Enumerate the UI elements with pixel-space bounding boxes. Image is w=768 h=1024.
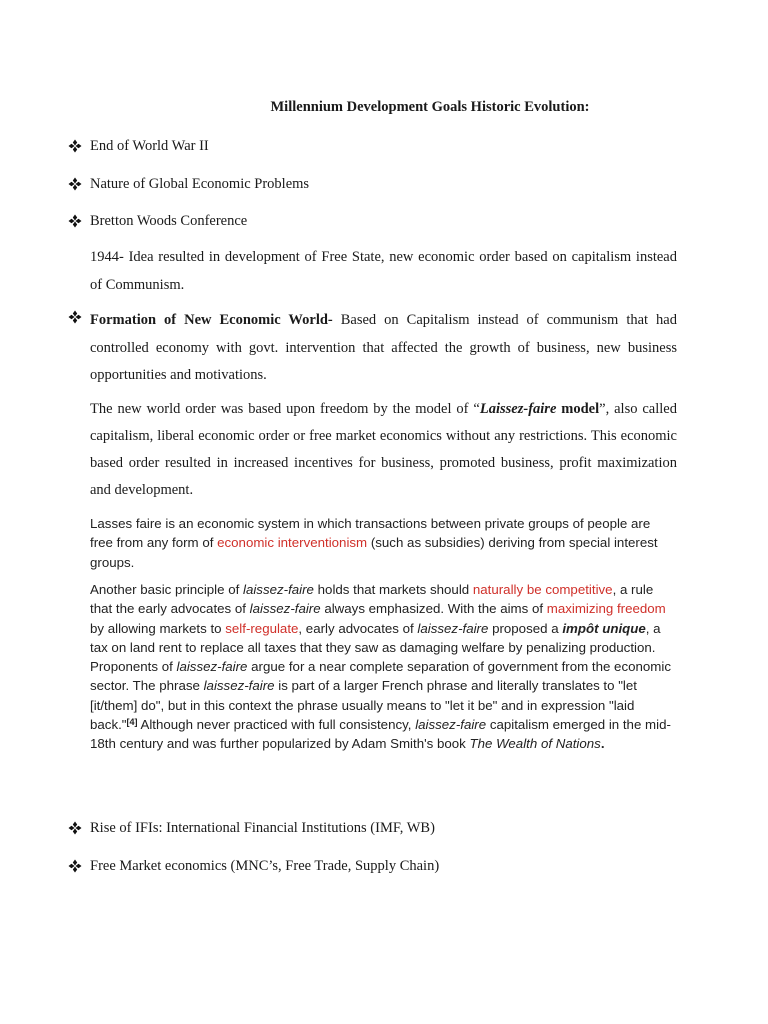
four-diamond-bullet-icon	[68, 136, 90, 159]
paragraph-1944: 1944- Idea resulted in development of Free State, new economic order based on capitalism instead of Communism.	[90, 249, 677, 293]
footnote-ref[interactable]: [4]	[126, 717, 138, 728]
paragraph-formation: Formation of New Economic World- Based on Capitalism instead of communism that had controlled economy with govt. intervention that affected the growth of business, new business opportunities and motivations.	[90, 312, 677, 383]
formation-label: Formation of New Economic World-	[90, 312, 333, 328]
link-naturally-competitive[interactable]: naturally be competitive	[472, 582, 613, 597]
four-diamond-bullet-icon	[68, 307, 90, 330]
paragraph-lasses-faire: Lasses faire is an economic system in which transactions between private groups of people are free from any form of economic interventionism (such as subsidies) deriving from special interest groups.	[90, 516, 658, 570]
bullet-item	[68, 136, 209, 159]
link-maximizing-freedom[interactable]: maximizing freedom	[546, 601, 666, 617]
four-diamond-bullet-icon	[68, 818, 90, 841]
four-diamond-bullet-icon	[68, 174, 90, 197]
bullet-text: Free Market economics (MNC’s, Free Trade, Supply Chain)	[90, 858, 440, 874]
bullet-text: Bretton Woods Conference	[90, 213, 248, 229]
bullet-item	[68, 818, 435, 841]
four-diamond-bullet-icon	[68, 211, 90, 234]
link-economic-interventionism[interactable]: economic interventionism	[217, 535, 368, 551]
four-diamond-bullet-icon	[68, 856, 90, 879]
book-title: The Wealth of Nations	[469, 736, 601, 752]
paragraph-new-order: The new world order was based upon freedom by the model of “Laissez-faire model”, also called capitalism, liberal economic order or free market economics without any restrictions. This economic based order resulted in increased incentives for business, promoted business, profit maximization and development.	[90, 401, 677, 498]
bullet-item	[68, 174, 309, 197]
document-title: Millennium Development Goals Historic Evolution:	[270, 99, 590, 115]
link-self-regulate[interactable]: self-regulate	[225, 620, 299, 636]
bullet-item	[68, 856, 439, 879]
bullet-text: Nature of Global Economic Problems	[90, 176, 310, 192]
bullet-text: End of World War II	[90, 138, 209, 154]
paragraph-principle: Another basic principle of laissez-faire holds that markets should naturally be competitive, a rule that the early advocates of laissez-faire always emphasized. With the aims of maximizing freedom by allowing markets to self-regulate, early advocates of laissez-faire proposed a impôt unique, a tax on land rent to replace all taxes that they saw as damaging welfare by penalizing production. Proponents of laissez-faire argue for a near complete separation of government from the economic sector. The phrase laissez-faire is part of a larger French phrase and literally translates to "let [it/them] do", but in this context the phrase usually means to "let it be" and in expression "laid back."[4] Although never practiced with full consistency, laissez-faire capitalism emerged in the mid-18th century and was further popularized by Adam Smith's book The Wealth of Nations.	[90, 582, 671, 752]
bullet-item	[68, 211, 247, 234]
bullet-text: Rise of IFIs: International Financial Institutions (IMF, WB)	[90, 820, 435, 836]
